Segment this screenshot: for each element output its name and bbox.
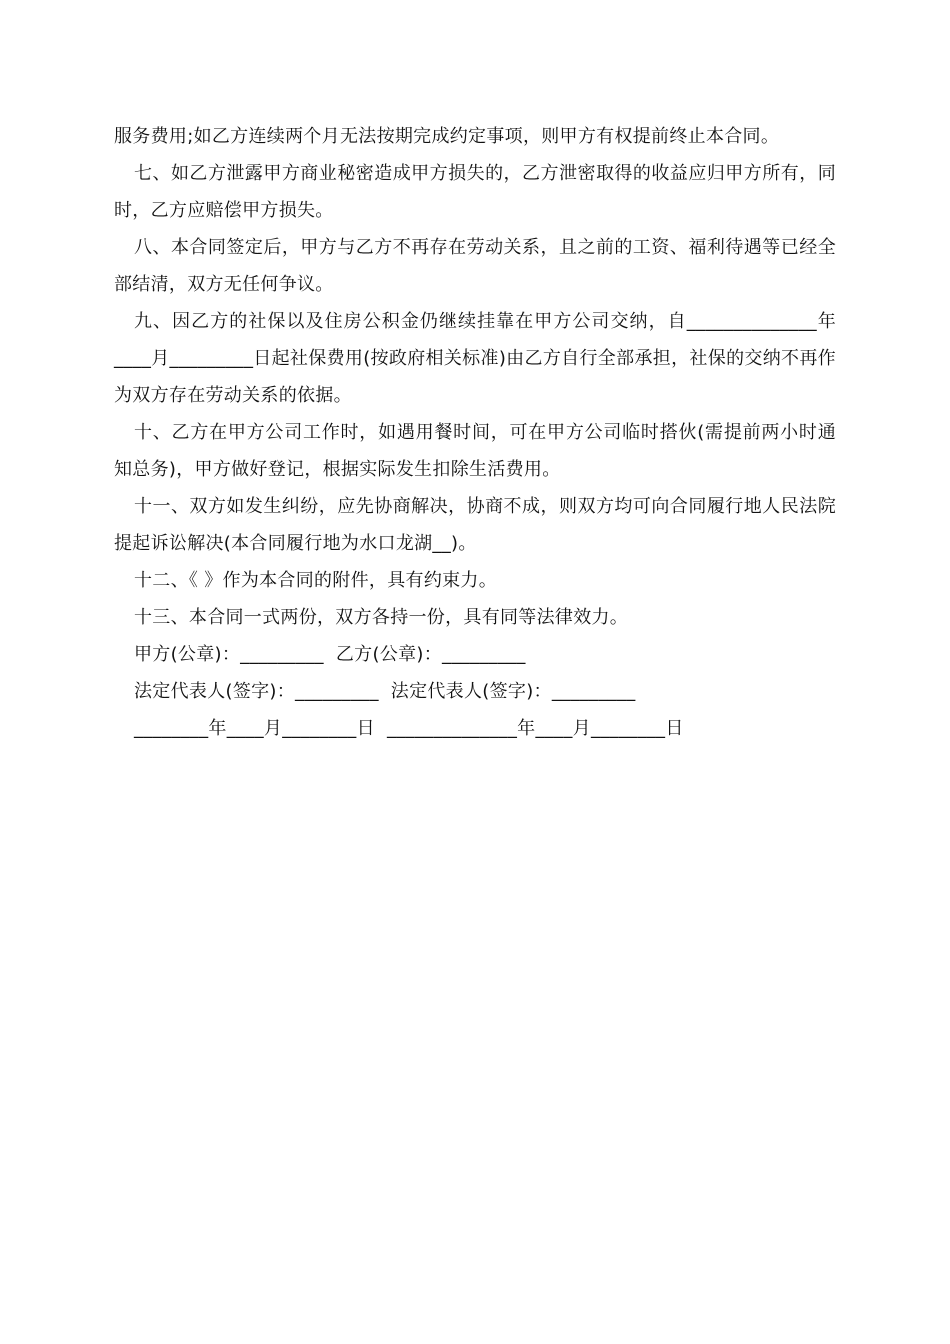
clause-8: 八、本合同签定后，甲方与乙方不再存在劳动关系，且之前的工资、福利待遇等已经全部结清，双方无任何争议。 xyxy=(114,237,836,295)
party-seal-line: 甲方(公章)：_________ 乙方(公章)：_________ xyxy=(134,644,526,665)
legal-rep-signature-line: 法定代表人(签字)：_________ 法定代表人(签字)：_________ xyxy=(134,681,636,702)
clause-7: 七、如乙方泄露甲方商业秘密造成甲方损失的，乙方泄密取得的收益应归甲方所有，同时，乙方应赔偿甲方损失。 xyxy=(114,163,836,221)
paragraph-continuation: 服务费用;如乙方连续两个月无法按期完成约定事项，则甲方有权提前终止本合同。 xyxy=(114,126,780,147)
clause-13: 十三、本合同一式两份，双方各持一份，具有同等法律效力。 xyxy=(134,607,629,628)
clause-9: 九、因乙方的社保以及住房公积金仍继续挂靠在甲方公司交纳，自______________年____月_________日起社保费用(按政府相关标准)由乙方自行全部承担，社保的交纳不再作为双方存在劳动关系的依据。 xyxy=(114,311,836,406)
document-body xyxy=(114,118,836,747)
clause-12: 十二、《 》作为本合同的附件，具有约束力。 xyxy=(134,570,498,591)
clause-11: 十一、双方如发生纠纷，应先协商解决，协商不成，则双方均可向合同履行地人民法院提起诉讼解决(本合同履行地为水口龙湖__)。 xyxy=(114,496,836,554)
signing-date-line: ________年____月________日 ______________年____月________日 xyxy=(134,718,684,739)
clause-10: 十、乙方在甲方公司工作时，如遇用餐时间，可在甲方公司临时搭伙(需提前两小时通知总务)，甲方做好登记，根据实际发生扣除生活费用。 xyxy=(114,422,836,480)
